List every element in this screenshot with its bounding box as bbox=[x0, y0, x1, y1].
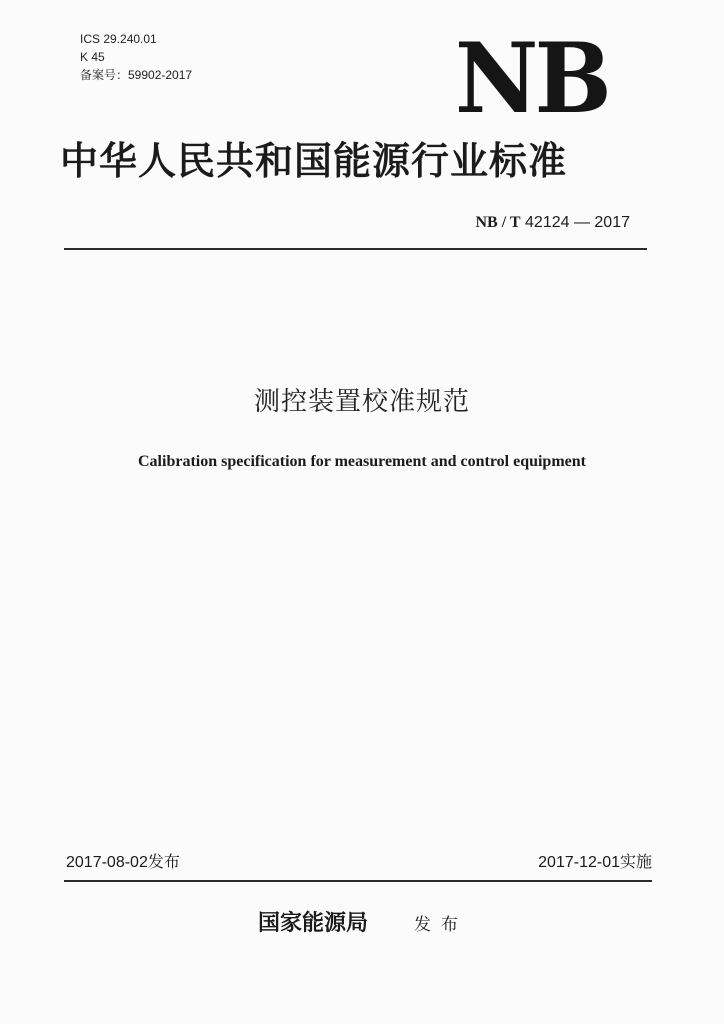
ics-code: ICS 29.240.01 bbox=[80, 32, 157, 46]
document-title-chinese: 测控装置校准规范 bbox=[253, 387, 470, 417]
bottom-divider bbox=[64, 880, 652, 882]
publisher-name: 国家能源局 bbox=[258, 910, 369, 936]
nb-logo: NB bbox=[455, 22, 608, 135]
industry-standard-title: 中华人民共和国能源行业标准 bbox=[60, 138, 568, 183]
record-number: 备案号：59902-2017 bbox=[80, 68, 193, 82]
top-divider bbox=[64, 248, 647, 250]
standard-number bbox=[476, 212, 631, 234]
header-meta bbox=[80, 30, 192, 84]
document-title-english: Calibration specification for measurement and control equipment bbox=[138, 453, 586, 470]
issue-date: 2017-08-02发布 bbox=[66, 854, 180, 871]
implementation-date: 2017-12-01实施 bbox=[538, 854, 652, 871]
publish-label: 发布 bbox=[414, 915, 468, 935]
standard-code: 42124 — 2017 bbox=[525, 214, 630, 231]
standard-prefix: NB / T bbox=[475, 214, 521, 231]
classification-code: K 45 bbox=[80, 50, 105, 64]
